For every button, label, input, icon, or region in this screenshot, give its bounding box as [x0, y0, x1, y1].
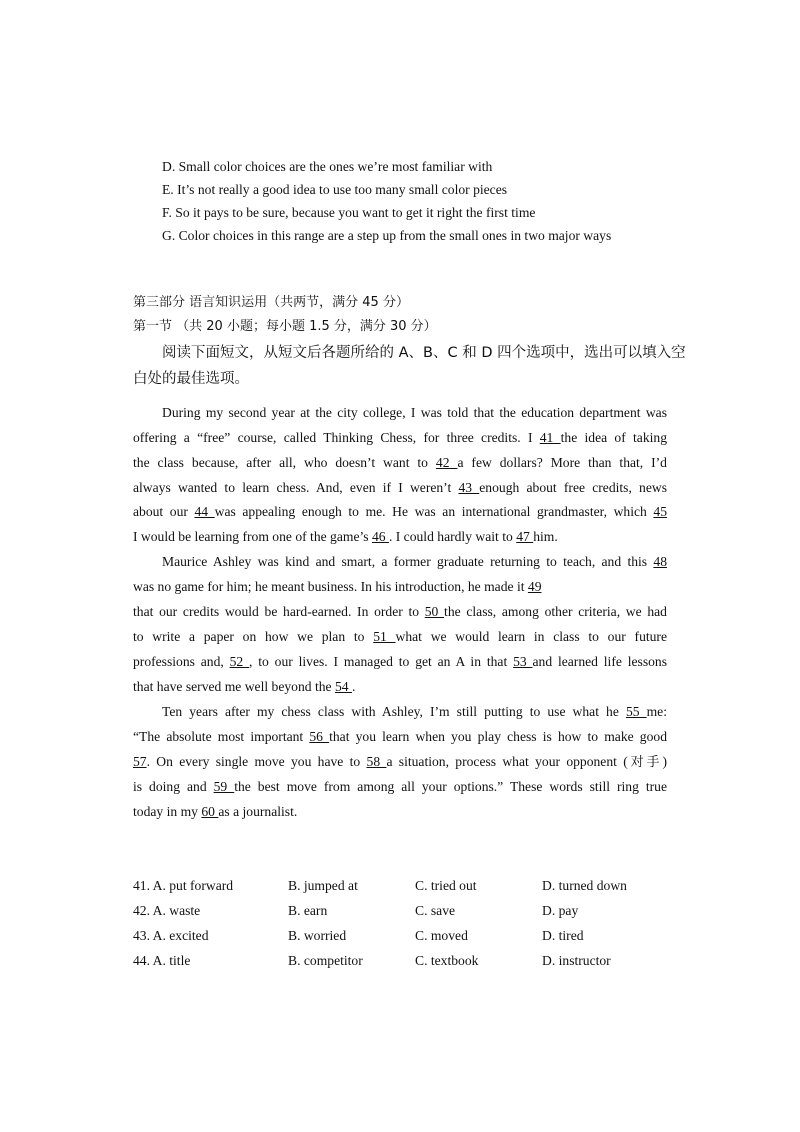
blank-52: 52 [229, 654, 250, 669]
q42-option-c: C. save [415, 903, 456, 918]
q43-option-d: D. tired [542, 928, 584, 943]
passage-p2-line-2: was no game for him; he meant business. In his introduction, he made it 49 [133, 579, 542, 594]
passage-p1-line-4: always wanted to learn chess. And, even if I weren’t 43 enough about free credits, news [133, 480, 667, 495]
blank-47: 47 [516, 529, 534, 544]
passage-p2-line-3: that our credits would be hard-earned. In order to 50 the class, among other criteria, we had [133, 604, 667, 619]
passage-p3-line-1: Ten years after my chess class with Ashley, I’m still putting to use what he 55 me: [162, 704, 667, 719]
blank-42: 42 [435, 455, 458, 470]
passage-p3-line-5: today in my 60 as a journalist. [133, 804, 298, 819]
q41-option-c: C. tried out [415, 878, 477, 893]
blank-44: 44 [194, 504, 215, 519]
blank-46: 46 [371, 529, 389, 544]
option-d-text: D. Small color choices are the ones we’re most familiar with [162, 159, 493, 174]
passage-p1-line-6: I would be learning from one of the game’s 46 . I could hardly wait to 47 him. [133, 529, 558, 544]
q41-option-d: D. turned down [542, 878, 627, 893]
blank-55: 55 [625, 704, 647, 719]
q42-option-b: B. earn [288, 903, 328, 918]
option-g-text: G. Color choices in this range are a step up from the small ones in two major ways [162, 228, 612, 243]
blank-56: 56 [309, 729, 330, 744]
passage-p3-line-4: is doing and 59 the best move from among all your options.” These words still ring true [133, 779, 668, 794]
blank-57: 57 [133, 754, 147, 769]
blank-54: 54 [334, 679, 352, 694]
blank-51: 51 [373, 629, 396, 644]
q43-option-a: 43. A. excited [133, 928, 209, 943]
q42-option-a: 42. A. waste [133, 903, 201, 918]
blank-45: 45 [653, 504, 667, 519]
passage-p2-line-6: that have served me well beyond the 54 . [133, 679, 356, 694]
blank-53: 53 [513, 654, 533, 669]
option-f-text: F. So it pays to be sure, because you want to get it right the first time [162, 205, 536, 220]
part3-heading: 第三部分 语言知识运用（共两节，满分 45 分） [133, 295, 409, 310]
q44-option-c: C. textbook [415, 953, 479, 968]
passage-p2-line-4: to write a paper on how we plan to 51 what we would learn in class to our future [133, 629, 667, 644]
option-e-text: E. It’s not really a good idea to use too many small color pieces [162, 182, 508, 197]
blank-58: 58 [366, 754, 387, 769]
q43-option-c: C. moved [415, 928, 468, 943]
passage-p1-line-1: During my second year at the city college, I was told that the education department was [162, 405, 667, 420]
blank-43: 43 [458, 480, 480, 495]
passage-p2-line-1: Maurice Ashley was kind and smart, a former graduate returning to teach, and this 48 [162, 554, 667, 569]
passage-p1-line-3: the class because, after all, who doesn’t want to 42 a few dollars? More than that, I’d [133, 455, 667, 470]
q41-option-b: B. jumped at [288, 878, 358, 893]
blank-50: 50 [424, 604, 445, 619]
passage-p1-line-2: offering a “free” course, called Thinking Chess, for three credits. I 41 the idea of taking [133, 430, 667, 445]
passage-p3-line-2: “The absolute most important 56 that you learn when you play chess is how to make good [133, 729, 667, 744]
blank-59: 59 [213, 779, 235, 794]
instruction-line-2: 白处的最佳选项。 [133, 371, 249, 387]
section1-heading: 第一节 （共 20 小题；每小题 1.5 分，满分 30 分） [133, 319, 437, 334]
q43-option-b: B. worried [288, 928, 347, 943]
q41-option-a: 41. A. put forward [133, 878, 234, 893]
blank-49: 49 [527, 579, 542, 594]
q44-option-b: B. competitor [288, 953, 363, 968]
blank-60: 60 [201, 804, 219, 819]
passage-p2-line-5: professions and, 52 , to our lives. I managed to get an A in that 53 and learned life lessons [133, 654, 668, 669]
instruction-line-1: 阅读下面短文，从短文后各题所给的 A、B、C 和 D 四个选项中，选出可以填入空 [162, 345, 686, 361]
blank-41: 41 [539, 430, 561, 445]
q44-option-d: D. instructor [542, 953, 611, 968]
q42-option-d: D. pay [542, 903, 579, 918]
passage-p3-line-3: 57. On every single move you have to 58 a situation, process what your opponent (对手) [133, 754, 667, 770]
blank-48: 48 [653, 554, 667, 569]
q44-option-a: 44. A. title [133, 953, 191, 968]
passage-p1-line-5: about our 44 was appealing enough to me. He was an international grandmaster, which 45 [133, 504, 667, 519]
